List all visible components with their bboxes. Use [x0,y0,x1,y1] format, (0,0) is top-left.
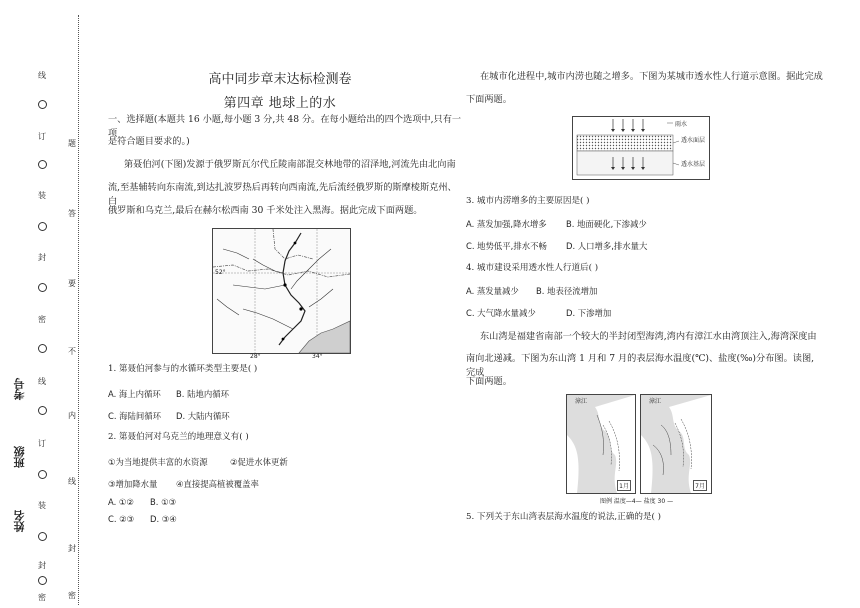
passage-3-line-3: 下面两题。 [466,376,512,387]
map-latitude-label: 52° [215,269,226,276]
binding-char: 密 [38,593,46,602]
binding-circle [38,470,47,479]
class-label: 班级 [13,446,26,468]
pavement-drawing [573,117,709,179]
q1-option-c[interactable]: C. 海陆间循环 [108,411,162,421]
q1-option-a[interactable]: A. 海上内循环 [108,389,161,399]
binding-char: 内 [68,411,76,420]
figure-label-rain: 雨水 [675,121,688,128]
passage-3-line-1: 东山湾是福建省南部一个较大的半封闭型海湾,湾内有漳江水由湾顶注入,海湾深度由 [480,331,817,342]
figure-label-base-layer: 透水基层 [681,161,706,168]
passage-3-line-2: 南向北递减。下图为东山湾 1 月和 7 月的表层海水温度(℃)、盐度(‰)分布图。读图,完成 [466,353,815,378]
exam-title: 高中同步章末达标检测卷 [208,72,352,87]
binding-char: 答 [68,209,76,218]
dongshan-bay-map-july [640,394,712,494]
q2-option-d[interactable]: D. ③④ [150,514,177,524]
binding-char: 封 [68,544,76,553]
binding-char: 题 [68,139,76,148]
q3-option-c[interactable]: C. 地势低平,排水不畅 [466,241,547,251]
q2-statement-3: ③增加降水量 [108,479,158,489]
map-longitude-label-1: 28° [250,353,261,360]
binding-char: 装 [38,191,46,200]
name-label: 姓名 [13,510,26,532]
binding-char: 订 [38,439,46,448]
question-4: 4. 城市建设采用透水性人行道后( ) [466,263,599,273]
passage-line-3: 俄罗斯和乌克兰,最后在赫尔松西南 30 千米处注入黑海。据此完成下面两题。 [108,205,423,216]
q4-option-c[interactable]: C. 大气降水量减少 [466,308,536,318]
q4-option-b[interactable]: B. 地表径流增加 [536,286,598,296]
bay-map-legend: 图例 温度—4— 盐度 30 — [600,498,674,505]
bay-map-jul-drawing [641,395,711,493]
map-jan-month-label: 1月 [617,480,631,491]
binding-circle [38,283,47,292]
permeable-pavement-figure [572,116,710,180]
binding-char: 装 [38,501,46,510]
passage-line-2: 流,至基辅转向东南流,到达扎波罗热后再转向西南流,先后流经俄罗斯的斯摩棱斯克州、白 [108,182,457,207]
q1-option-b[interactable]: B. 陆地内循环 [176,389,229,399]
q3-option-a[interactable]: A. 蒸发加强,降水增多 [466,219,547,229]
binding-char: 要 [68,279,76,288]
q2-option-b[interactable]: B. ①③ [150,497,177,507]
figure-label-surface-layer: 透水面层 [681,137,706,144]
binding-circle [38,576,47,585]
q2-statement-1: ①为当地提供丰富的水资源 [108,457,208,467]
dnieper-river-map [212,228,351,354]
binding-char: 封 [38,561,46,570]
question-3: 3. 城市内涝增多的主要原因是( ) [466,196,590,206]
binding-char: 不 [68,347,76,356]
section-heading-cont: 是符合题目要求的。) [108,136,190,147]
dongshan-bay-map-january [566,394,636,494]
q1-option-d[interactable]: D. 大陆内循环 [176,411,230,421]
map-drawing [213,229,350,353]
map-jul-month-label: 7月 [693,480,707,491]
binding-circle [38,100,47,109]
bay-map-jan-drawing [567,395,635,493]
question-2: 2. 第聂伯河对乌克兰的地理意义有( ) [108,432,249,442]
passage-2-line-1: 在城市化进程中,城市内涝也随之增多。下图为某城市透水性人行道示意图。据此完成 [480,71,823,82]
q4-option-d[interactable]: D. 下渗增加 [566,308,612,318]
binding-circle [38,406,47,415]
q2-statement-2: ②促进水体更新 [230,457,288,467]
map-jan-river-label: 漳江 [575,398,588,405]
binding-char: 线 [38,71,46,80]
question-5: 5. 下列关于东山湾表层海水温度的说法,正确的是( ) [466,512,661,522]
binding-char: 封 [38,253,46,262]
exam-number-label: 考号 [13,378,26,400]
q3-option-d[interactable]: D. 人口增多,排水量大 [566,241,648,251]
map-jul-river-label: 漳江 [649,398,662,405]
map-longitude-label-2: 34° [312,353,323,360]
passage-line-1: 第聂伯河(下图)发源于俄罗斯瓦尔代丘陵南部混交林地带的沼泽地,河流先由北向南 [124,159,456,170]
q2-option-c[interactable]: C. ②③ [108,514,135,524]
chapter-title: 第四章 地球上的水 [223,96,337,111]
binding-circle [38,532,47,541]
binding-circle [38,344,47,353]
q4-option-a[interactable]: A. 蒸发量减少 [466,286,519,296]
q3-option-b[interactable]: B. 地面硬化,下渗减少 [566,219,647,229]
q2-statement-4: ④直接提高植被覆盖率 [176,479,259,489]
binding-char: 订 [38,132,46,141]
binding-char: 线 [38,377,46,386]
binding-margin [0,0,100,608]
binding-char: 线 [68,477,76,486]
binding-circle [38,160,47,169]
binding-circle [38,222,47,231]
binding-char: 密 [38,315,46,324]
passage-2-line-2: 下面两题。 [466,94,512,105]
question-1: 1. 第聂伯河参与的水循环类型主要是( ) [108,364,258,374]
binding-char: 密 [68,591,76,600]
binding-line-inner [78,15,79,605]
q2-option-a[interactable]: A. ①② [108,497,134,507]
section-heading: 一、选择题(本题共 16 小题,每小题 3 分,共 48 分。在每小题给出的四个选项中,只有一项 [108,114,462,139]
